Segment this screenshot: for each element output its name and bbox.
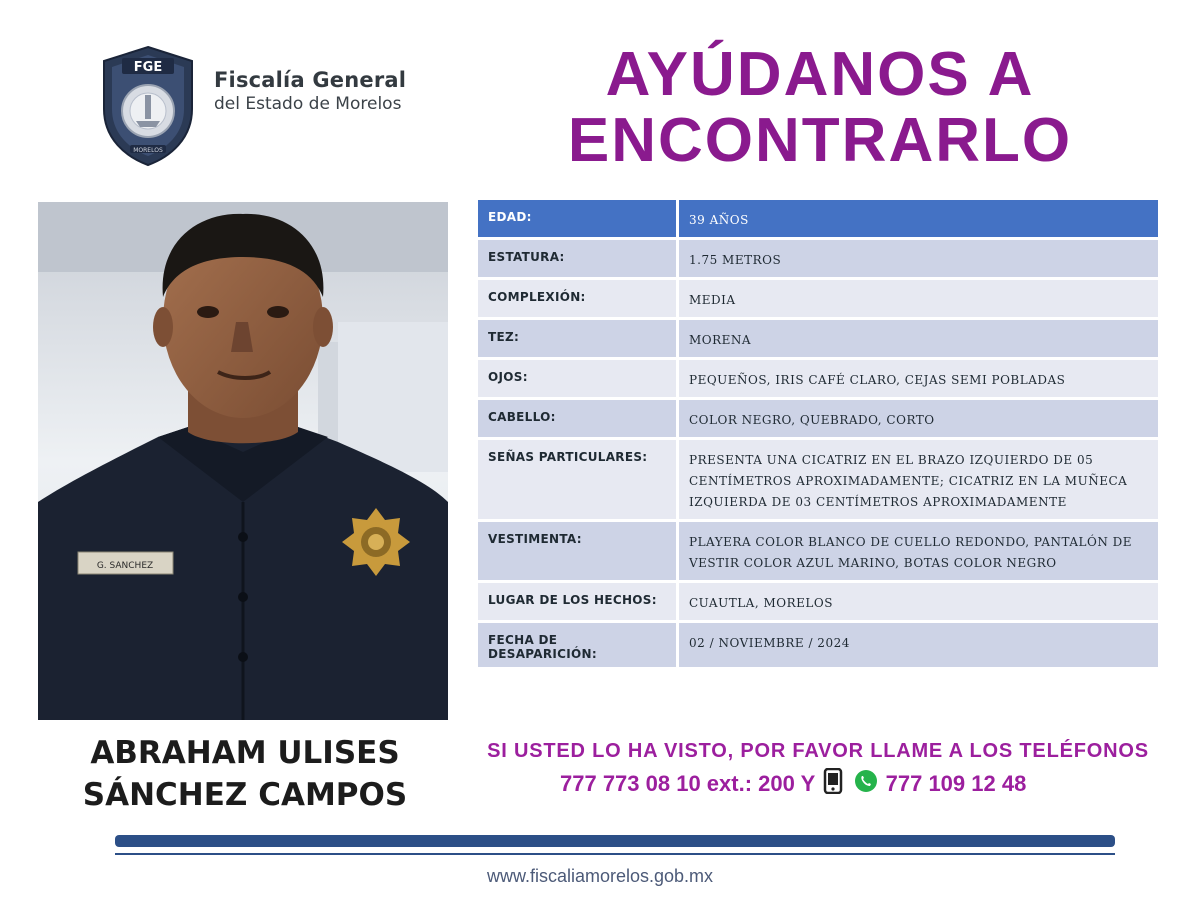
detail-value-build: MEDIA <box>679 280 1158 320</box>
table-row <box>478 200 1158 240</box>
detail-value-age: 39 AÑOS <box>679 200 1158 240</box>
table-row <box>478 623 1158 670</box>
person-name-line2: SÁNCHEZ CAMPOS <box>82 777 408 813</box>
detail-value-hair: COLOR NEGRO, QUEBRADO, CORTO <box>679 400 1158 440</box>
table-row <box>478 400 1158 440</box>
detail-label-location: LUGAR DE LOS HECHOS: <box>478 583 679 623</box>
detail-value-eyes: PEQUEÑOS, IRIS CAFÉ CLARO, CEJAS SEMI POBLADAS <box>679 360 1158 400</box>
detail-label-eyes: OJOS: <box>478 360 679 400</box>
detail-label-age: EDAD: <box>478 200 679 240</box>
website-link[interactable]: www.fiscaliamorelos.gob.mx <box>486 866 714 886</box>
headline-line2: ENCONTRARLO <box>567 106 1073 175</box>
agency-name: Fiscalía General <box>214 68 407 92</box>
phone-icon <box>823 768 843 800</box>
detail-label-hair: CABELLO: <box>478 400 679 440</box>
svg-text:FGE: FGE <box>133 60 163 75</box>
detail-label-marks: SEÑAS PARTICULARES: <box>478 440 679 522</box>
fge-badge-icon <box>100 45 196 167</box>
footer-divider-thin <box>115 853 1115 855</box>
table-row <box>478 583 1158 623</box>
detail-value-clothing: PLAYERA COLOR BLANCO DE CUELLO REDONDO, PANTALÓN DE VESTIR COLOR AZUL MARINO, BOTAS COLOR NEGRO <box>679 522 1158 583</box>
table-row <box>478 360 1158 400</box>
agency-subname: del Estado de Morelos <box>214 94 402 114</box>
svg-text:MORELOS: MORELOS <box>133 147 163 154</box>
contact-instructions: SI USTED LO HA VISTO, POR FAVOR LLAME A LOS TELÉFONOS <box>487 740 1149 762</box>
person-name <box>40 732 450 816</box>
detail-value-location: CUAUTLA, MORELOS <box>679 583 1158 623</box>
details-table <box>478 200 1158 670</box>
detail-value-marks: PRESENTA UNA CICATRIZ EN EL BRAZO IZQUIERDO DE 05 CENTÍMETROS APROXIMADAMENTE; CICATRIZ EN LA MUÑECA IZQUIERDA DE 03 CENTÍMETROS APROXIMADAMENTE <box>679 440 1158 522</box>
agency-logo-text <box>214 68 406 114</box>
detail-label-build: COMPLEXIÓN: <box>478 280 679 320</box>
table-row <box>478 440 1158 522</box>
headline <box>520 42 1120 174</box>
detail-value-height: 1.75 METROS <box>679 240 1158 280</box>
phone-number-1: 777 773 08 10 ext.: 200 Y <box>560 771 816 796</box>
table-row <box>478 320 1158 360</box>
detail-value-complexion: MORENA <box>679 320 1158 360</box>
contact-phones <box>560 768 1026 800</box>
whatsapp-icon <box>854 769 878 799</box>
footer-divider <box>115 835 1115 847</box>
table-row <box>478 240 1158 280</box>
person-name-line1: ABRAHAM ULISES <box>90 735 400 771</box>
phone-number-2: 777 109 12 48 <box>885 771 1027 796</box>
detail-label-height: ESTATURA: <box>478 240 679 280</box>
svg-text:G. SANCHEZ: G. SANCHEZ <box>96 561 154 571</box>
table-row <box>478 522 1158 583</box>
table-row <box>478 280 1158 320</box>
missing-person-photo <box>38 202 448 720</box>
detail-label-clothing: VESTIMENTA: <box>478 522 679 583</box>
detail-label-complexion: TEZ: <box>478 320 679 360</box>
detail-value-date: 02 / NOVIEMBRE / 2024 <box>679 623 1158 670</box>
headline-line1: AYÚDANOS A <box>605 40 1035 109</box>
detail-label-date: FECHA DE DESAPARICIÓN: <box>478 623 679 670</box>
